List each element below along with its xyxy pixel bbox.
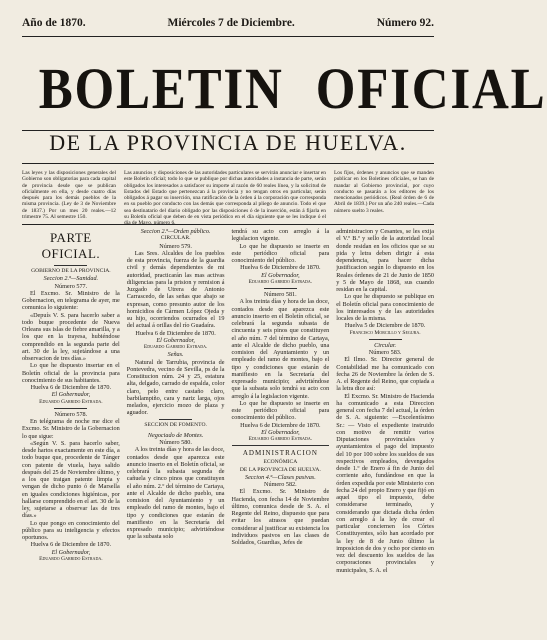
paragraph: El Ilmo. Sr. Director general de Contabilidad me ha comunicado con fecha 26 de Noviembre la órden de S. A. el Regente del Reino, que copiada a la letra dice así: — [336, 356, 434, 393]
administracion-subtitle: ECONÓMICA — [263, 459, 298, 466]
signature-name: Eduardo Garrido Estrada. — [248, 278, 313, 285]
section-heading: GOBIERNO DE LA PROVINCIA. — [31, 268, 111, 274]
administracion-title: ADMINISTRACION — [242, 449, 318, 458]
paragraph: El Excmo. Sr. Ministro de la Gobernacion, en telegrama de ayer, me comunica lo siguiente: — [22, 289, 120, 312]
notice-center: Las anuncios y disposiciones de las autoridades particulares se servirán anunciar e insertar en este Boletín oficial; todo lo que se publique por dichas autoridades a instancia de parte, serán obligados los interesados a satisfacer su importe al razón de 60 reales línea, y la solicitud de Estados del Estado que pertenezcan á la provincia y no tengan otros en particular, serán obligados á pagar su inserción, una ratificación de la órden á la corporación que corresponda en su pueblo por conducto con las demás que corresponda al pliego de anuncio. Todo el que sea destinatario del diario obligado por las disposiciones ó de la inserción, están á fijarla en su Boletín oficial que deben de en vista periódico en el día siguiente que se les indique ó el día de Mayo, número 6. — [124, 170, 326, 227]
signature-name: Eduardo Garrido Estrada. — [39, 398, 103, 405]
header-rule — [22, 36, 434, 37]
paragraph: Lo que pongo en conocimiento del público para su inteligencia y efectos oportunos. — [22, 519, 120, 541]
masthead-word-oficial: OFICIAL — [316, 55, 547, 121]
paragraph: A los treinta días y hora de las doce, contados desde que aparezca este anuncio inserto en el Boletín oficial, se celebrará la subasta segunda de cañuela y cinco pinos que constituyen el año núm. 2.º del término de Cartaya, ante el Alcalde de dicho pueblo, una comision del Ayuntamiento y un empleado del ramo de montes, bajo el tipo y condiciones que estarán de manifiesto en la Secretaría del expresado municipio; advirtiéndose que la subasta solo — [126, 446, 225, 541]
separator — [159, 419, 192, 420]
issue-date: Miércoles 7 de Diciembre. — [167, 17, 295, 29]
senas-heading: Señas. — [167, 351, 184, 359]
subsection-heading: Negociado de Montes. — [147, 431, 204, 439]
signature-name: Eduardo Garrido Estrada. — [143, 344, 208, 350]
notice-number: Número 583. — [368, 349, 402, 356]
paragraph: El Excmo. Sr. Ministro de Hacienda ha comunicado a esta Direccion general con fecha 7 del actual, la órden de S. A. siguiente: —Excelentísimo Sr.: — Visto el expediente instruido con motivo de remitir varios Diputaciones provinciales y ayuntamientos el pago del impuesto del 10 por 100 sobre los sueldos de sus respectivos empleados, devengados desde 1.º de Enero á fin de Junio del corriente año, fundándose en que la órden expedida por este Ministerio con fecha 24 del propio Enero y que fijó en aquel tipo el impuesto, debe considerarse terminado, y considerando que dictada dicha órden con arreglo á la ley de crear el particular conciernen los Córtes Constituyentes, sólo han acordado por la ley de 8 de Junio último la imposicion de dos y ocho por ciento en vez del descuento los sueldos de las corporaciones provinciales y municipales, S. A. el — [336, 392, 434, 574]
masthead-subtitle: DE LA PROVINCIA DE HUELVA. — [49, 130, 407, 155]
signature-title: El Gobernador, — [261, 428, 300, 436]
column-1 — [22, 228, 120, 638]
signature-title: El Gobernador, — [51, 548, 91, 556]
dateline: Huelva 6 de Diciembre de 1870. — [240, 421, 321, 429]
subtitle-rule — [22, 163, 434, 164]
paragraph: En telégrama de noche me dice el Excmo. Sr. Ministro de la Gobernacion lo que sigue: — [22, 418, 120, 440]
subsection-heading: Seccion 2.ª—Sanidad. — [43, 275, 99, 283]
circular-label: Circular. — [374, 341, 397, 349]
subsection-heading: Seccion 2.ª—Orden público. — [140, 228, 211, 235]
signature-title: El Gobernador, — [156, 336, 195, 344]
paragraph: A los treinta días y hora de las doce, contados desde que aparezca este anuncio inserto en el Boletín oficial, se celebrará la segunda subasta de cincuenta y seis pinos que constituyen el año núm. 7 del término de Cartaya, ante el Alcalde de dicho pueblo, una comision del Ayuntamiento y un empleado del ramo de montes, bajo el tipo y condiciones que estarán de manifiesto en la Secretaría del expresado municipio; advirtiéndose que la subasta solo tendrá su acto con arreglo á la legislacion vigente. — [231, 298, 330, 400]
article-columns — [22, 228, 434, 638]
paragraph-continued: administracion y Cesantes, se les exija el V.º B.º y sello de la autoridad local donde residan en los oficios que se su pida y letra deben dirigir á esta dependencia, para hacer dicha justificacion según lo dispuesto en los Reales órdenes de 21 de Junio de 1850 y 5 de Mayo de 1868, sus cuando residan en la capital. — [336, 228, 434, 293]
notice-number: Número 577. — [54, 282, 88, 290]
dateline: Huelva 6 de Diciembre de 1870. — [30, 384, 112, 391]
notice-number: Número 578. — [54, 410, 88, 418]
notice-right: Los fijos, órdenes y anuncios que se manden publicar en los Boletines oficiales, se han de mandar al Gobierno provincial, por cuyo conducto se pasarán a los editores de los mencionados periódicos. (Real órden de 6 de Abril de 1839.) Por un año 240 reales.—Cada número suelto 3 reales. — [334, 170, 434, 214]
paragraph: Natural de Tarrubia, provincia de Pontevedra, vecino de Sevilla, ps de la Constitucion núm. 24 y 25, estatura alta, delgado, carrado de espalda, color claro, pelo entre castaño claro, barbilampiño, cara y nariz larga, ojos melados, ejercicio mozo de plaza y aguador. — [126, 358, 225, 417]
issue-year: Año de 1870. — [22, 17, 86, 29]
section-heading: SECCION DE FOMENTO. — [144, 421, 207, 428]
separator — [54, 408, 87, 409]
parte-oficial-title: PARTE OFICIAL. — [41, 230, 101, 261]
signature-title: El Gobernador, — [51, 391, 91, 399]
column-4 — [336, 228, 434, 638]
subsection-heading: Seccion 4.ª—Clases pasivas. — [244, 473, 316, 481]
paragraph: Lo que he dispuesto se inserte en este periódico oficial para conocimiento del público. — [231, 399, 330, 422]
administracion-province: DE LA PROVINCIA DE HUELVA. — [239, 466, 321, 473]
circular-label: CIRCULAR. — [160, 235, 191, 242]
separator — [232, 445, 330, 446]
notice-number: Número 581. — [264, 291, 297, 298]
paragraph: Las Sres. Alcaldes de los pueblos de esta provincia, fuerza de la guardia civil y demás dependientes de mi autoridad, practicarán las mas activas diligencias para la prision y remision á Juzgado de Utrera de Antonio Carrascedo, de las señas que abajo se expresan, como presunto autor de los homicidios de Cármen López Ojeda y su hijo, ocorriendos ocurrados el 19 del actual á orillas del río Guadaíra. — [126, 249, 225, 330]
signature-title: El Gobernador, — [261, 271, 300, 279]
signature-name: Francisco Morcillo y Segura. — [349, 329, 421, 336]
notice-left: Las leyes y las disposiciones generales del Gobierno son obligatorias para cada capital de provincia desde que se publican oficialmente en ella, y desde cuatro días después para los demás pueblos de la misma provincia. (Ley de 3 de Noviembre de 1837.) Por un mes 20 reales.—12 trimestre 75. Al semestre 150. — [22, 170, 116, 221]
notice-number: Número 579. — [159, 242, 192, 250]
dateline: Huelva 5 de Diciembre de 1870. — [344, 322, 426, 330]
signature-name: Eduardo Garrido Estrada. — [39, 555, 103, 562]
separator — [264, 288, 297, 289]
paragraph: Lo que he dispuesto se inserte en este periódico oficial para conocimiento del público. — [231, 242, 330, 264]
signature-name: Eduardo Garrido Estrada. — [248, 436, 313, 442]
separator — [54, 265, 87, 266]
notice-number: Número 582. — [264, 481, 297, 488]
paragraph: Lo que he dispuesto se publique en el Boletín oficial para conocimiento de los interesados y de las autoridades locales de la misma. — [336, 293, 434, 322]
paragraph: Lo que he dispuesto insertar en el Boletín oficial de la provincia para conocimiento de sus habitantes. — [22, 362, 120, 384]
notice-number: Número 580. — [159, 439, 192, 446]
dateline: Huelva 6 de Diciembre de 1870. — [240, 264, 321, 272]
column-2 — [127, 228, 225, 638]
dateline: Huelva 6 de Diciembre de 1870. — [135, 329, 216, 337]
dateline: Huelva 6 de Diciembre de 1870. — [30, 541, 112, 549]
issue-header — [22, 14, 434, 32]
paragraph: El Excmo. Sr. Ministro de Hacienda, con fecha 14 de Noviembre último, comunica desde de S. A. el Regente del Reino, dispuesto que para evitar los atrasos que puedan considerar al justificar su existencia los individuos pasivos en las clases de Soldados, Guardias, Jefes de — [231, 488, 330, 546]
paragraph-continued: tendrá su acto con arreglo á la legislacion vigente. — [231, 228, 330, 243]
masthead-word-boletin: BOLETIN — [38, 55, 284, 121]
notices-rule — [22, 224, 434, 225]
issue-number: Número 92. — [376, 17, 434, 29]
column-3 — [232, 228, 330, 638]
paragraph: «Depuís V. S. para hacerlo saber a todo buque procedente de Nueva Orleans sus islas de fiebre amarilla, y a los que en la trayesa, hubiéndose comprendido en la segunda parte del art. 30 de la ley, sujetándose a una observacion de tres días.» — [22, 311, 120, 362]
masthead — [22, 48, 547, 128]
separator — [369, 339, 402, 340]
paragraph: «Según V. S. para hacerlo saber, desde hartos exactamente en este día, a todo buque que, procedente de Tánger con patente de viuela, haya salido después del 25 de Noviembre último, y a los que traigan patente limpia y vengan de dicho punto ó de Marsella en iguales condiciones higiénicas, por hallarse comprendido en el art. 30 de la ley, sujetarse a observar las de tres días.» — [22, 439, 120, 520]
subscription-notices — [22, 170, 434, 227]
